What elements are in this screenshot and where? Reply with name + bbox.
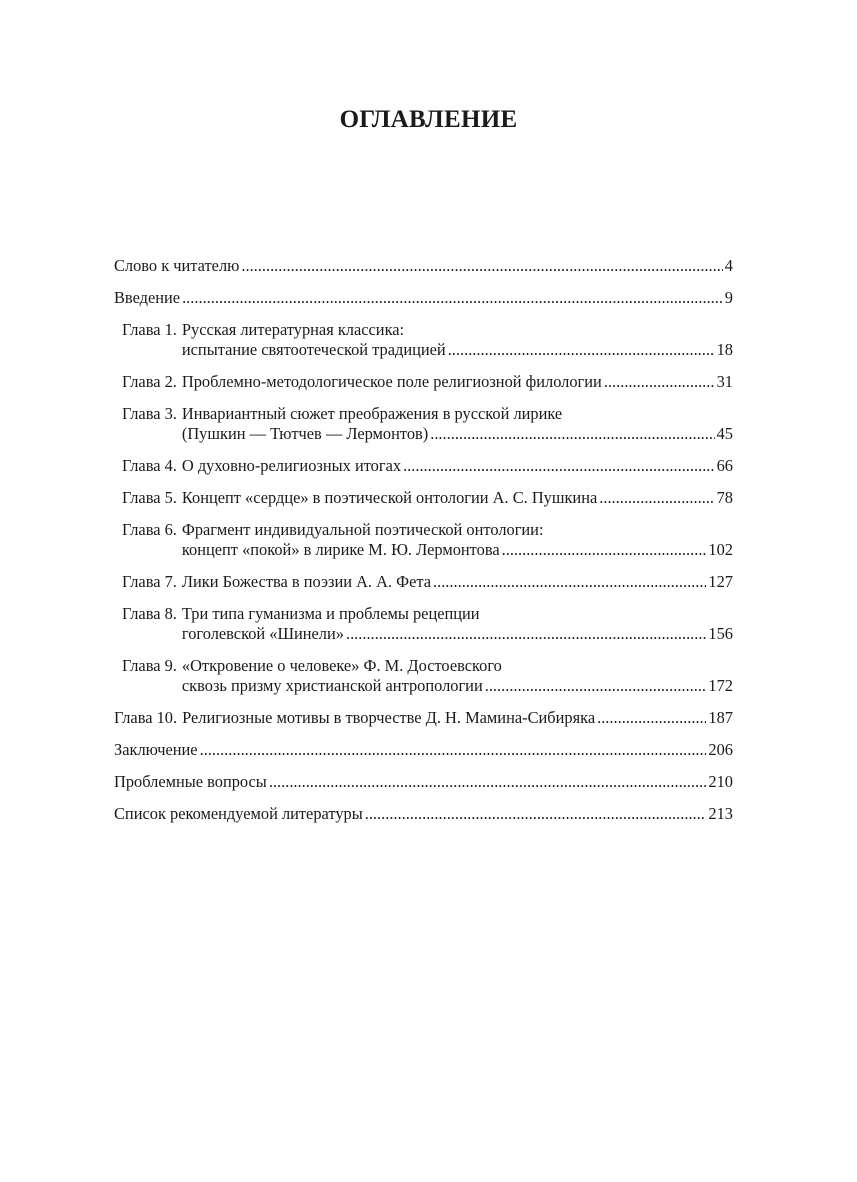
toc-entry-title: испытание святоотеческой традицией [181,340,446,359]
chapter-label: Глава 1. [122,320,177,339]
toc-entry-title-line: Русская литературная классика: [181,320,405,339]
toc-entry-row [122,604,733,644]
toc-entry-body [182,404,733,444]
toc-entry-row [122,320,733,360]
chapter-label: Глава 2. [122,372,177,391]
toc-entry-row [122,404,733,444]
toc-entry-title: Религиозные мотивы в творчестве Д. Н. Мамина-Сибиряка [182,708,596,727]
toc-entry-body [182,708,733,728]
toc-entry-last-line [182,340,733,360]
toc-entry-title: гоголевской «Шинели» [181,624,344,643]
toc-entry-last-line [182,624,733,644]
dot-leader [604,372,715,392]
toc-entry-title: сквозь призму христианской антропологии [181,676,483,695]
page-number: 156 [708,624,733,643]
toc-entry-row [114,288,733,308]
page-number: 4 [724,256,733,275]
page-number: 187 [708,708,733,727]
toc-entry-title: Концепт «сердце» в поэтической онтологии А. С. Пушкина [181,488,598,507]
toc-entry-title: концепт «покой» в лирике М. Ю. Лермонтова [181,540,500,559]
toc-entry-title: Слово к читателю [114,256,240,275]
toc-entry-title-line: Фрагмент индивидуальной поэтической онтологии: [181,520,544,539]
dot-leader [346,624,706,644]
toc-entry[interactable] [114,256,733,276]
toc-entry-last-line [182,708,733,728]
toc-entry-last-line [182,676,733,696]
toc-entry-title: Список рекомендуемой литературы [114,804,363,823]
toc-entry[interactable] [114,708,733,728]
dot-leader [365,804,707,824]
page-number: 66 [716,456,733,475]
page-number: 9 [724,288,733,307]
toc-entry-row [122,572,733,592]
toc-entry[interactable] [114,656,733,696]
toc-entry-body [182,656,733,696]
toc-entry[interactable] [114,288,733,308]
toc-entry-row [122,520,733,560]
toc-entry-body [182,320,733,360]
toc-entry-last-line [182,488,733,508]
toc-entry-title: (Пушкин — Тютчев — Лермонтов) [181,424,429,443]
toc-entry-title: О духовно-религиозных итогах [181,456,402,475]
page-number: 206 [708,740,733,759]
page-number: 172 [708,676,733,695]
dot-leader [448,340,715,360]
dot-leader [502,540,707,560]
page-number: 213 [708,804,733,823]
toc-entry[interactable] [114,372,733,392]
toc-entry-body [182,456,733,476]
toc-entry-last-line [182,456,733,476]
chapter-label: Глава 6. [122,520,177,539]
chapter-label: Глава 4. [122,456,177,475]
toc-entry-title: Лики Божества в поэзии А. А. Фета [181,572,432,591]
chapter-label: Глава 10. [114,708,178,727]
dot-leader [599,488,714,508]
toc-entry-row [114,804,733,824]
table-of-contents [114,256,733,836]
page-title: ОГЛАВЛЕНИЕ [339,106,518,133]
dot-leader [269,772,707,792]
page-number: 78 [716,488,733,507]
toc-entry-row [122,656,733,696]
toc-entry-row [114,708,733,728]
toc-entry[interactable] [114,320,733,360]
toc-entry-row [122,488,733,508]
toc-entry-title-line: «Откровение о человеке» Ф. М. Достоевского [181,656,502,675]
dot-leader [182,288,723,308]
toc-entry[interactable] [114,740,733,760]
toc-entry-row [114,256,733,276]
page-number: 127 [708,572,733,591]
toc-entry-row [114,772,733,792]
toc-entry-body [182,372,733,392]
page-number: 102 [708,540,733,559]
toc-entry[interactable] [114,456,733,476]
toc-entry-title: Проблемно-методологическое поле религиозной филологии [181,372,602,391]
dot-leader [200,740,707,760]
toc-entry[interactable] [114,572,733,592]
toc-entry-row [122,372,733,392]
toc-entry-title-line: Три типа гуманизма и проблемы рецепции [181,604,480,623]
chapter-label: Глава 3. [122,404,177,423]
toc-entry[interactable] [114,404,733,444]
dot-leader [241,256,722,276]
toc-entry[interactable] [114,604,733,644]
toc-entry-body [182,604,733,644]
toc-entry-body [182,520,733,560]
toc-entry-title: Заключение [114,740,198,759]
page-number: 210 [708,772,733,791]
toc-entry-last-line [182,540,733,560]
toc-entry-body [182,488,733,508]
toc-entry-title: Введение [114,288,181,307]
toc-entry-last-line [182,424,733,444]
dot-leader [485,676,707,696]
toc-entry-body [182,572,733,592]
toc-entry-row [122,456,733,476]
chapter-label: Глава 8. [122,604,177,623]
toc-entry[interactable] [114,772,733,792]
toc-entry[interactable] [114,488,733,508]
page-number: 45 [716,424,733,443]
page-number: 18 [716,340,733,359]
toc-entry-row [114,740,733,760]
toc-entry-title: Проблемные вопросы [114,772,267,791]
dot-leader [403,456,715,476]
dot-leader [430,424,714,444]
toc-entry[interactable] [114,520,733,560]
chapter-label: Глава 5. [122,488,177,507]
page-number: 31 [716,372,733,391]
dot-leader [433,572,706,592]
toc-entry[interactable] [114,804,733,824]
chapter-label: Глава 9. [122,656,177,675]
toc-entry-title-line: Инвариантный сюжет преображения в русской лирике [181,404,563,423]
toc-entry-last-line [182,372,733,392]
dot-leader [597,708,706,728]
chapter-label: Глава 7. [122,572,177,591]
toc-entry-last-line [182,572,733,592]
